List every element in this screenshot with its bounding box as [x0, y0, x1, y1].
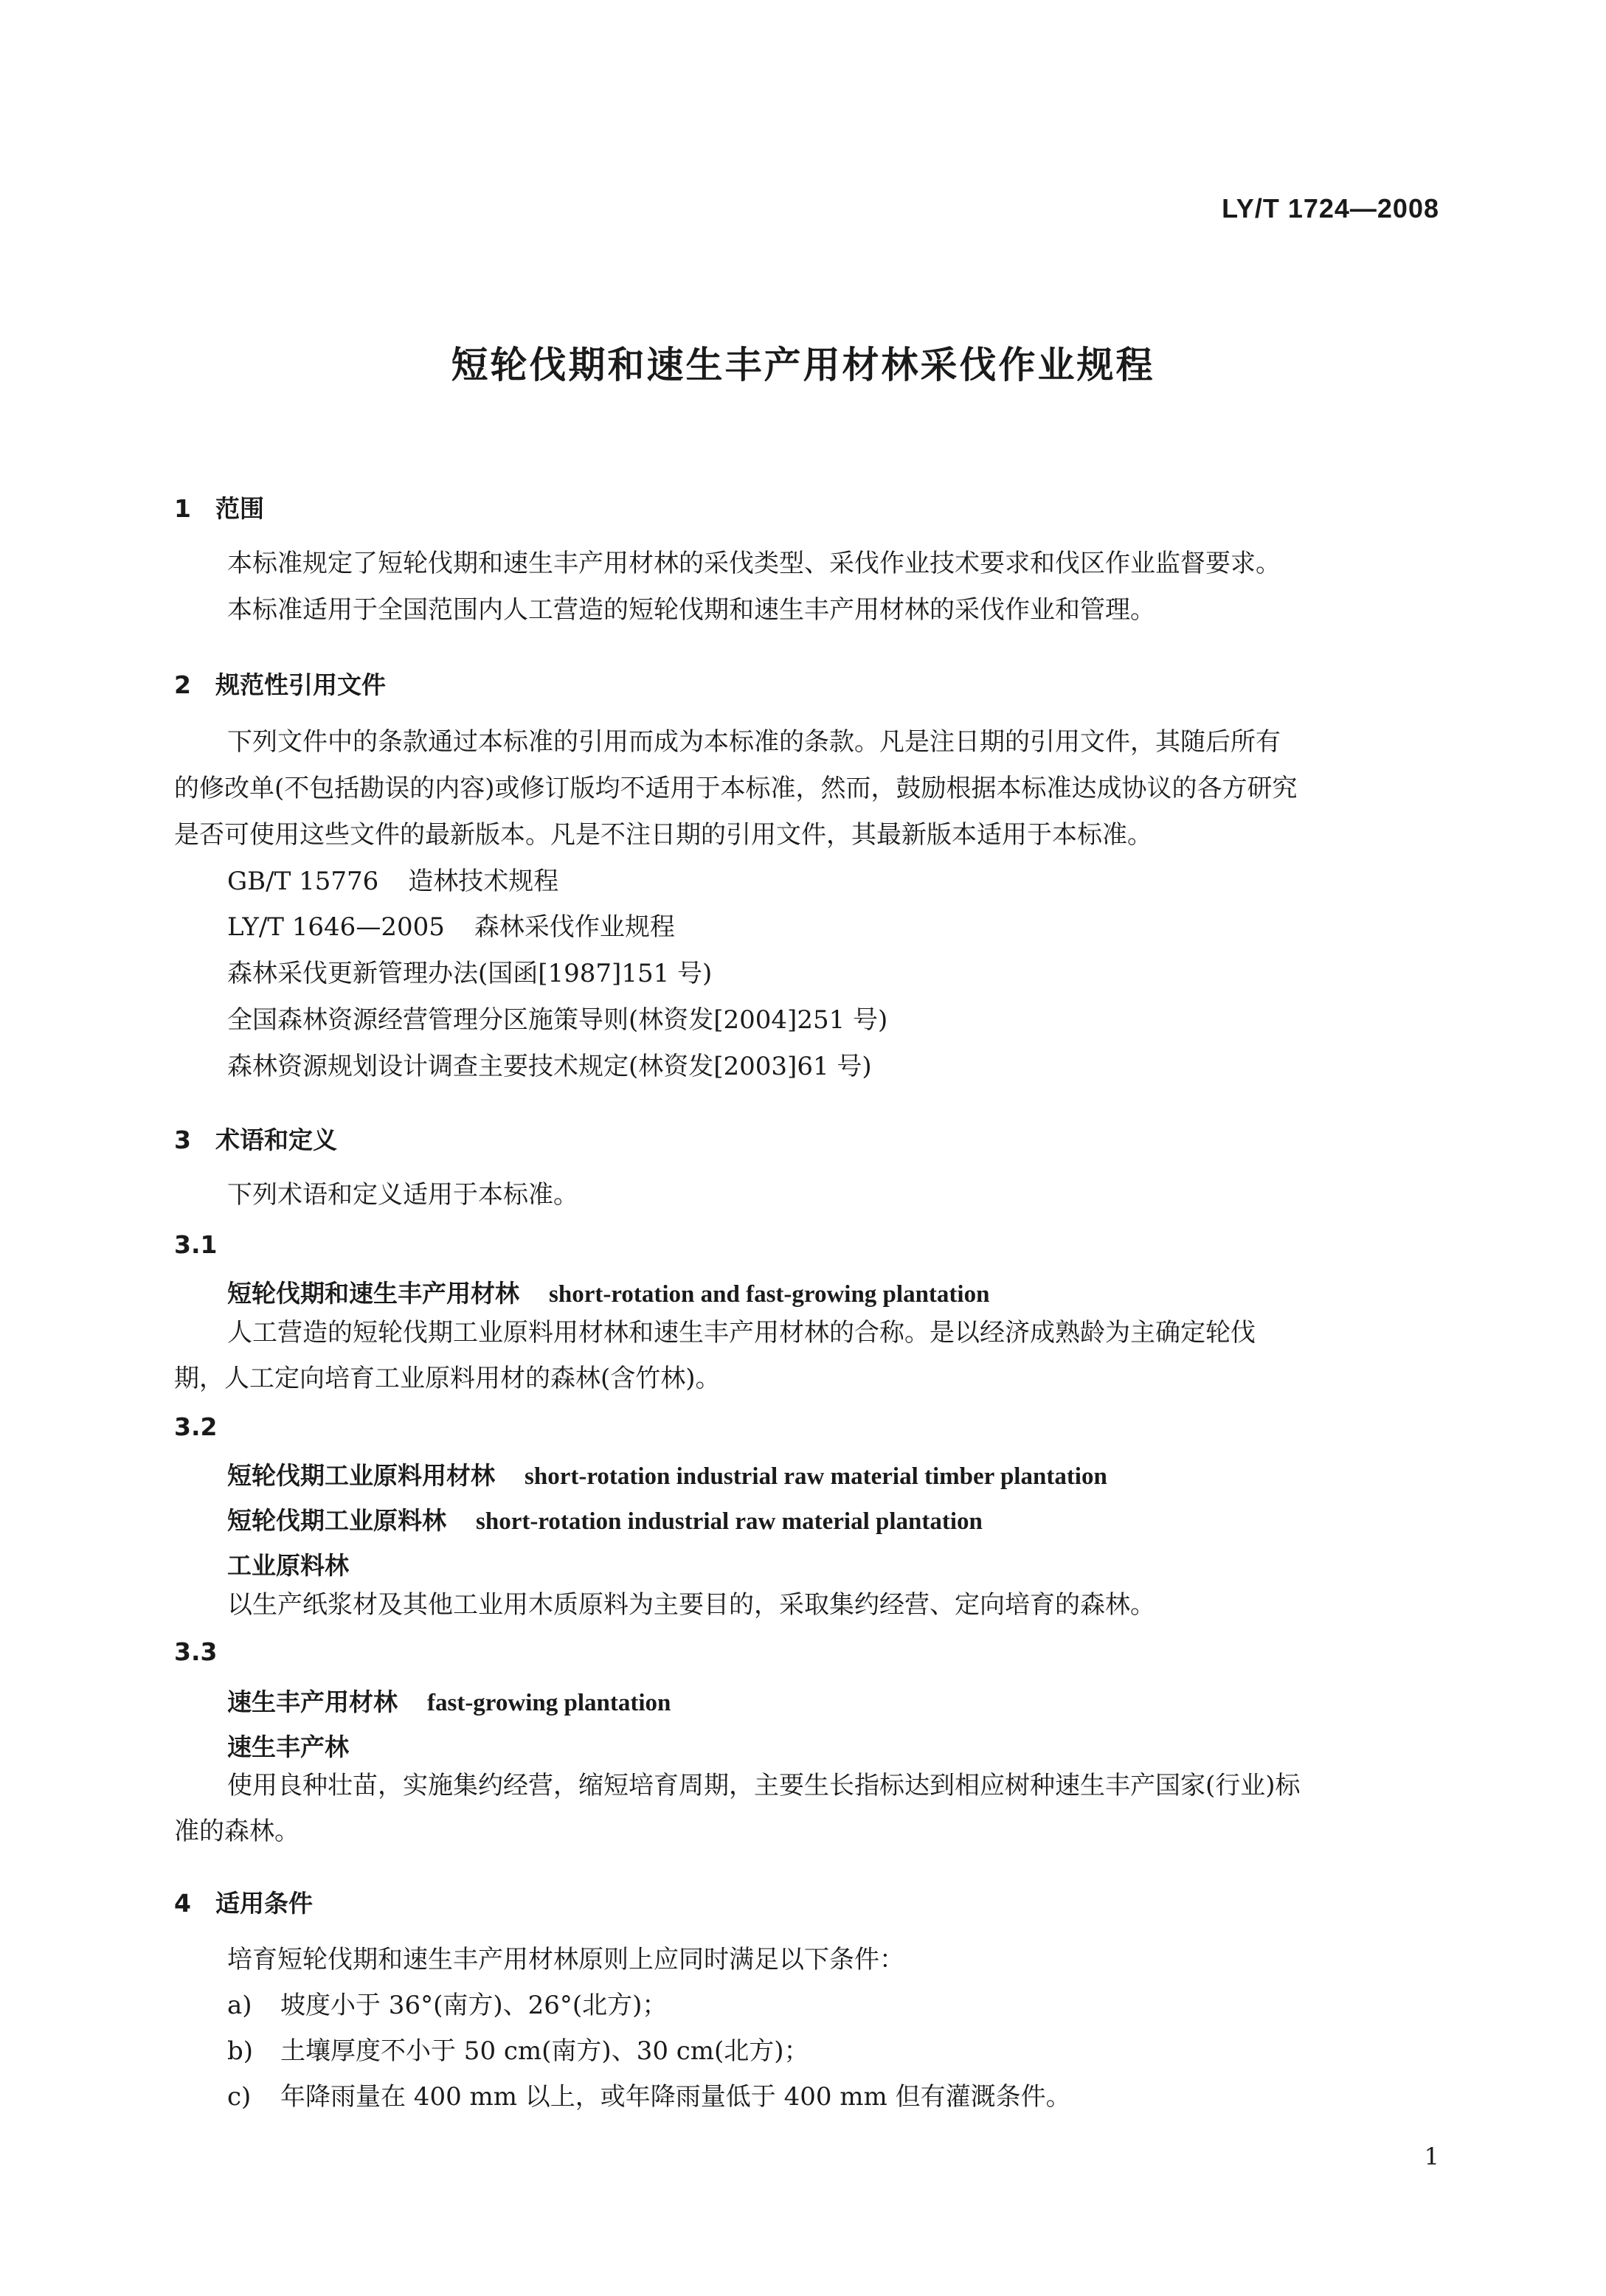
reference-item — [227, 869, 558, 894]
section-number: 2 — [174, 670, 191, 699]
section-number: 1 — [174, 494, 191, 523]
paragraph: 培育短轮伐期和速生丰产用材林原则上应同时满足以下条件： — [227, 1945, 904, 1974]
paragraph-line: 下列文件中的条款通过本标准的引用而成为本标准的条款。凡是注日期的引用文件，其随后所有 — [227, 727, 1281, 757]
term-entry — [227, 1547, 349, 1581]
term-zh: 速生丰产用材林 — [227, 1688, 398, 1716]
term-zh: 工业原料林 — [227, 1551, 349, 1580]
reference-name: 森林采伐作业规程 — [474, 912, 675, 942]
list-marker: c) — [227, 2082, 252, 2112]
reference-item: 森林采伐更新管理办法(国函[1987]151 号) — [227, 959, 713, 988]
section-2-heading — [174, 666, 386, 701]
clause-number: 3.1 — [174, 1230, 218, 1259]
list-item — [227, 2036, 809, 2066]
reference-item: 全国森林资源经营管理分区施策导则(林资发[2004]251 号) — [227, 1005, 888, 1035]
list-item — [227, 1993, 667, 2018]
list-marker: b) — [227, 2036, 254, 2066]
document-title: 短轮伐期和速生丰产用材林采伐作业规程 — [451, 344, 1155, 386]
section-3-heading — [174, 1121, 337, 1156]
section-title: 术语和定义 — [215, 1126, 337, 1154]
list-text: 土壤厚度不小于 50 cm(南方)、30 cm(北方)； — [280, 2036, 809, 2066]
reference-code: LY/T 1646—2005 — [227, 912, 445, 942]
section-1-heading — [174, 490, 264, 524]
term-entry — [227, 1274, 989, 1309]
definition-line: 准的森林。 — [174, 1817, 300, 1846]
reference-item: 森林资源规划设计调查主要技术规定(林资发[2003]61 号) — [227, 1052, 872, 1081]
reference-code: GB/T 15776 — [227, 867, 379, 896]
term-en: fast-growing plantation — [427, 1690, 671, 1716]
page-number: 1 — [1424, 2143, 1439, 2171]
section-number: 3 — [174, 1126, 191, 1154]
list-item — [227, 2082, 1071, 2112]
term-entry — [227, 1457, 1107, 1491]
section-number: 4 — [174, 1889, 191, 1918]
paragraph: 本标准规定了短轮伐期和速生丰产用材林的采伐类型、采伐作业技术要求和伐区作业监督要求。 — [227, 549, 1281, 578]
term-en: short-rotation and fast-growing plantation — [549, 1281, 990, 1308]
definition-line: 期，人工定向培育工业原料用材的森林(含竹林)。 — [174, 1364, 721, 1393]
paragraph: 本标准适用于全国范围内人工营造的短轮伐期和速生丰产用材林的采伐作业和管理。 — [227, 595, 1155, 625]
term-zh: 速生丰产林 — [227, 1733, 349, 1761]
section-title: 适用条件 — [215, 1889, 313, 1918]
section-title: 范围 — [215, 494, 264, 523]
clause-number: 3.2 — [174, 1412, 218, 1441]
list-marker: a) — [227, 1991, 252, 2020]
section-title: 规范性引用文件 — [215, 670, 386, 699]
list-text: 年降雨量在 400 mm 以上，或年降雨量低于 400 mm 但有灌溉条件。 — [280, 2082, 1071, 2112]
term-entry — [227, 1502, 983, 1536]
reference-name: 造林技术规程 — [408, 867, 559, 896]
paragraph: 下列术语和定义适用于本标准。 — [227, 1180, 578, 1210]
term-zh: 短轮伐期工业原料用材林 — [227, 1461, 495, 1490]
standard-code: LY/T 1724—2008 — [1222, 193, 1439, 223]
paragraph-line: 的修改单(不包括勘误的内容)或修订版均不适用于本标准，然而，鼓励根据本标准达成协议的各方研究 — [174, 774, 1298, 803]
list-text: 坡度小于 36°(南方)、26°(北方)； — [280, 1991, 668, 2020]
term-zh: 短轮伐期工业原料林 — [227, 1506, 446, 1535]
definition-line: 使用良种壮苗，实施集约经营，缩短培育周期，主要生长指标达到相应树种速生丰产国家(行业)标 — [227, 1771, 1301, 1800]
reference-item — [227, 912, 675, 942]
term-entry — [227, 1683, 671, 1718]
term-en: short-rotation industrial raw material plantation — [476, 1508, 983, 1535]
clause-number: 3.3 — [174, 1637, 218, 1666]
section-4-heading — [174, 1884, 313, 1919]
paragraph-line: 是否可使用这些文件的最新版本。凡是不注日期的引用文件，其最新版本适用于本标准。 — [174, 820, 1152, 850]
definition-line: 人工营造的短轮伐期工业原料用材林和速生丰产用材林的合称。是以经济成熟龄为主确定轮伐 — [227, 1318, 1256, 1348]
term-zh: 短轮伐期和速生丰产用材林 — [227, 1279, 519, 1308]
term-en: short-rotation industrial raw material timber plantation — [525, 1463, 1107, 1490]
definition-line: 以生产纸浆材及其他工业用木质原料为主要目的，采取集约经营、定向培育的森林。 — [227, 1590, 1155, 1620]
term-entry — [227, 1728, 349, 1763]
